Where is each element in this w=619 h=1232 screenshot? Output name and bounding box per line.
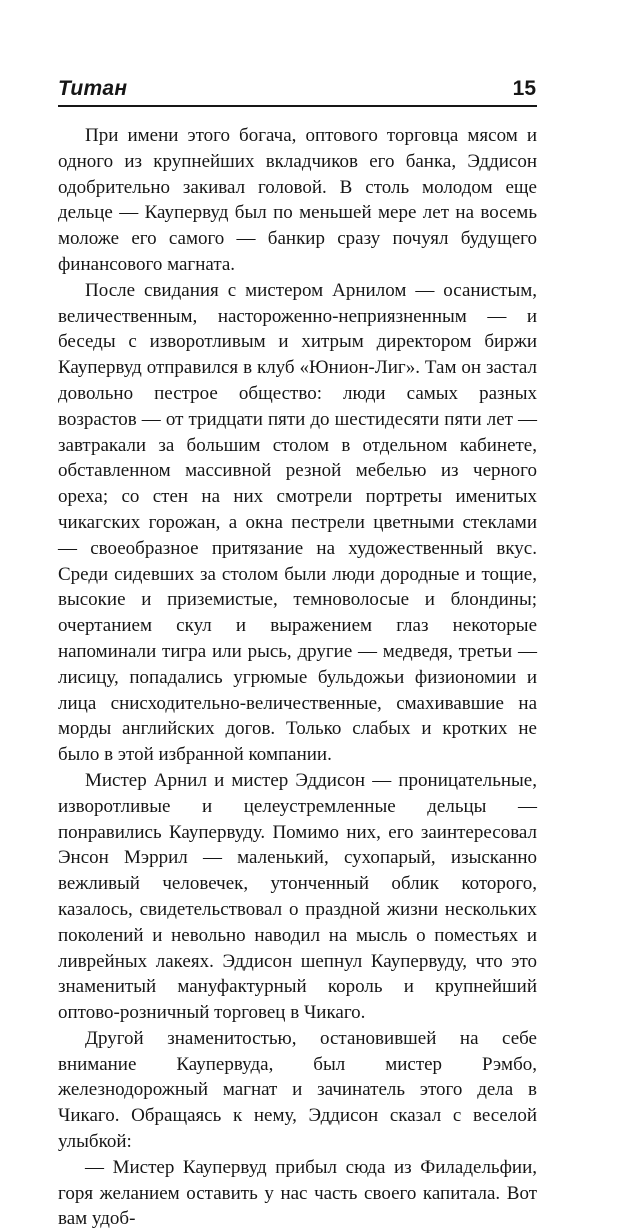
book-title: Титан	[58, 77, 128, 100]
page-number: 15	[512, 77, 536, 100]
body-text	[58, 123, 537, 1232]
paragraph: Мистер Арнил и мистер Эддисон — проницательные, изворотливые и целеустремленные дельцы — понравились Каупервуду. Помимо них, его заинтересовал Энсон Мэррил — маленький, сухопарый, изысканно вежливый человечек, утонченный облик которого, казалось, свидетельствовал о праздной жизни нескольких поколений и невольно наводил на мысль о поместьях и ливрейных лакеях. Эддисон шепнул Каупервуду, что это знаменитый мануфактурный король и крупнейший оптово-розничный торговец в Чикаго.	[58, 769, 537, 1024]
paragraph: — Мистер Каупервуд прибыл сюда из Филадельфии, горя желанием оставить у нас часть своего капитала. Вот вам удоб-	[58, 1156, 537, 1230]
header-rule	[58, 105, 537, 107]
paragraph: Другой знаменитостью, остановившей на себе внимание Каупервуда, был мистер Рэмбо, железнодорожный магнат и зачинатель этого дела в Чикаго. Обращаясь к нему, Эддисон сказал с веселой улыбкой:	[58, 1027, 537, 1153]
running-head	[58, 76, 536, 104]
paragraph: После свидания с мистером Арнилом — осанистым, величественным, настороженно-неприязненным — и беседы с изворотливым и хитрым директором биржи Каупервуд отправился в клуб «Юнион-Лиг». Там он застал довольно пестрое общество: люди самых разных возрастов — от тридцати пяти до шестидесяти пяти лет — завтракали за большим столом в отдельном кабинете, обставленном массивной резной мебелью из черного ореха; со стен на них смотрели портреты именитых чикагских горожан, а окна пестрели цветными стеклами — своеобразное притязание на художественный вкус. Среди сидевших за столом были люди дородные и тощие, высокие и приземистые, темноволосые и блондины; очертанием скул и выражением глаз некоторые напоминали тигра или рысь, другие — медведя, третьи — лисицу, попадались угрюмые бульдожьи физиономии и лица снисходительно-величественные, смахивавшие на морды английских догов. Только слабых и кротких не было в этой избранной компании.	[58, 279, 537, 766]
paragraph: При имени этого богача, оптового торговца мясом и одного из крупнейших вкладчиков его банка, Эддисон одобрительно закивал головой. В столь молодом еще дельце — Каупервуд был по меньшей мере лет на восемь моложе его самого — банкир сразу почуял будущего финансового магната.	[58, 125, 537, 275]
